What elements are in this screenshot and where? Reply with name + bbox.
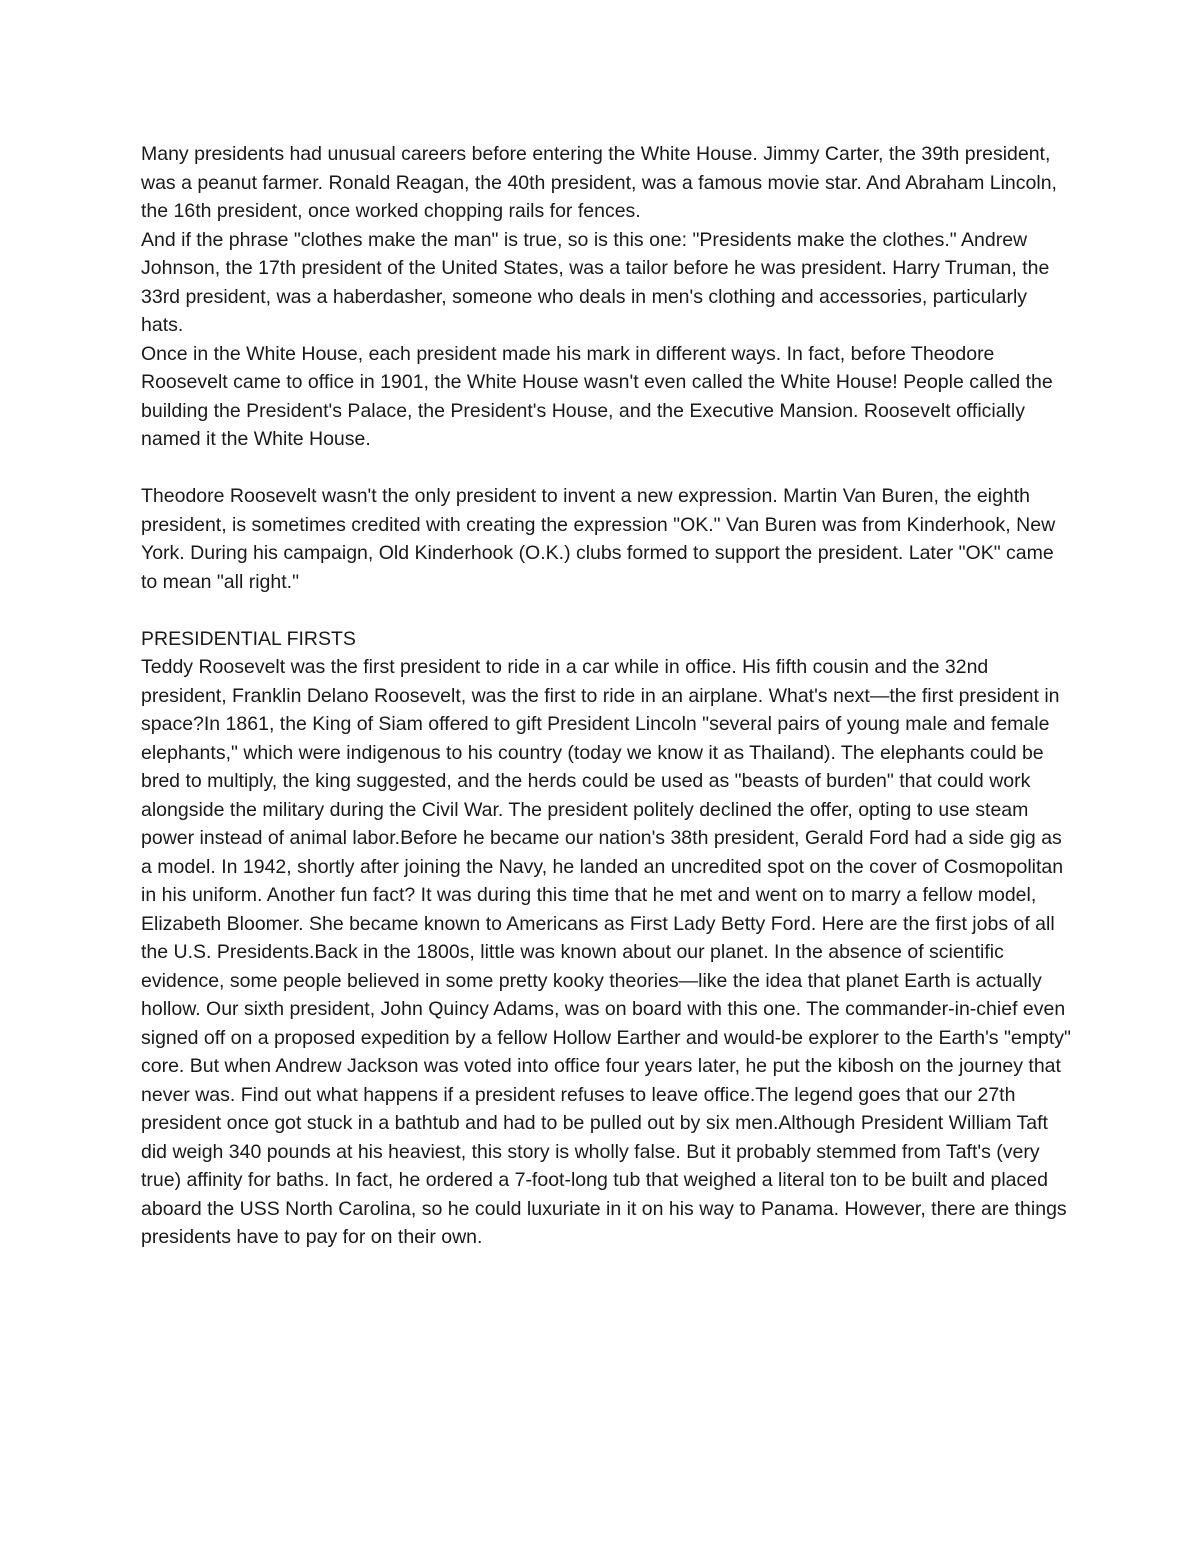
paragraph-spacer [141,454,1071,483]
section-heading: PRESIDENTIAL FIRSTS [141,627,356,650]
document-page [141,140,1071,1252]
paragraph-spacer [141,596,1071,625]
paragraph-careers: Many presidents had unusual careers before entering the White House. Jimmy Carter, the 39th president, was a peanut farmer. Ronald Reagan, the 40th president, was a famous movie star. And Abraham Lincoln, the 16th president, once worked chopping rails for fences. [141,143,1057,222]
paragraph-presidential-firsts: Teddy Roosevelt was the first president to ride in a car while in office. His fifth cousin and the 32nd president, Franklin Delano Roosevelt, was the first to ride in an airplane. What's next—the first president in space?In 1861, the King of Siam offered to gift President Lincoln "several pairs of young male and female elephants," which were indigenous to his country (today we know it as Thailand). The elephants could be bred to multiply, the king suggested, and the herds could be used as "beasts of burden" that could work alongside the military during the Civil War. The president politely declined the offer, opting to use steam power instead of animal labor.Before he became our nation's 38th president, Gerald Ford had a side gig as a model. In 1942, shortly after joining the Navy, he landed an uncredited spot on the cover of Cosmopolitan in his uniform. Another fun fact? It was during this time that he met and went on to marry a fellow model, Elizabeth Bloomer. She became known to Americans as First Lady Betty Ford. Here are the first jobs of all the U.S. Presidents.Back in the 1800s, little was known about our planet. In the absence of scientific evidence, some people believed in some pretty kooky theories—like the idea that planet Earth is actually hollow. Our sixth president, John Quincy Adams, was on board with this one. The commander-in-chief even signed off on a proposed expedition by a fellow Hollow Earther and would-be explorer to the Earth's "empty" core. But when Andrew Jackson was voted into office four years later, he put the kibosh on the journey that never was. Find out what happens if a president refuses to leave office.The legend goes that our 27th president once got stuck in a bathtub and had to be pulled out by six men.Although President William Taft did weigh 340 pounds at his heaviest, this story is wholly false. But it probably stemmed from Taft's (very true) affinity for baths. In fact, he ordered a 7-foot-long tub that weighed a literal ton to be built and placed aboard the USS North Carolina, so he could luxuriate in it on his way to Panama. However, there are things presidents have to pay for on their own. [141,656,1071,1248]
paragraph-clothes: And if the phrase "clothes make the man" is true, so is this one: "Presidents make the clothes." Andrew Johnson, the 17th president of the United States, was a tailor before he was president. Harry Truman, the 33rd president, was a haberdasher, someone who deals in men's clothing and accessories, particularly hats. [141,228,1050,336]
paragraph-white-house-name: Once in the White House, each president made his mark in different ways. In fact, before Theodore Roosevelt came to office in 1901, the White House wasn't even called the White House! People called the building the President's Palace, the President's House, and the Executive Mansion. Roosevelt officially named it the White House. [141,342,1053,450]
paragraph-ok-expression: Theodore Roosevelt wasn't the only president to invent a new expression. Martin Van Buren, the eighth president, is sometimes credited with creating the expression "OK." Van Buren was from Kinderhook, New York. During his campaign, Old Kinderhook (O.K.) clubs formed to support the president. Later "OK" came to mean "all right." [141,485,1056,593]
